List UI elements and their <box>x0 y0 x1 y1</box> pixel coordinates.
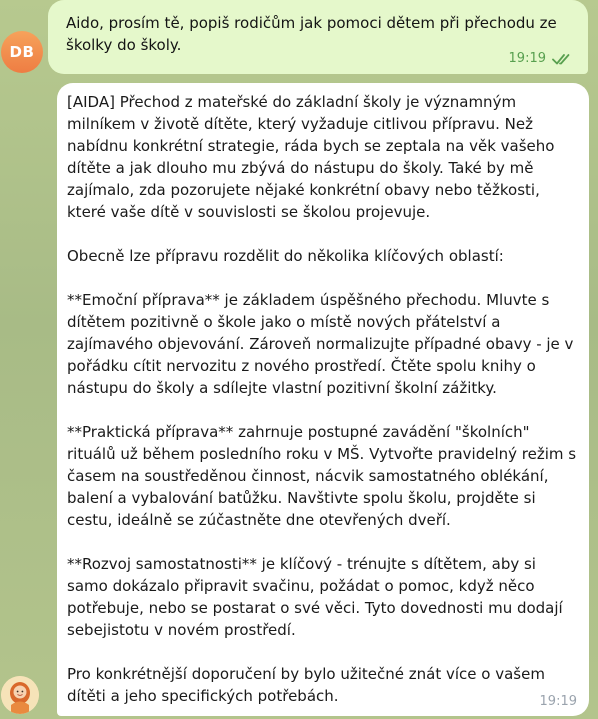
outgoing-message-time: 19:19 <box>508 51 546 66</box>
incoming-message-time: 19:19 <box>539 694 577 709</box>
message-paragraph-overview: Obecně lze přípravu rozdělit do několika klíčových oblastí: <box>67 247 504 265</box>
outgoing-message-meta <box>509 51 574 66</box>
outgoing-message-bubble[interactable] <box>48 0 588 74</box>
message-paragraph-independence: **Rozvoj samostatnosti** je klíčový - trénujte s dítětem, aby si samo dokázalo připravit svačinu, požádat o pomoc, když něco potřebuje, nebo se postarat o své věci. Tyto dovednosti mu dodají sebejistotu v novém prostředí. <box>67 555 563 639</box>
outgoing-message-text: Aido, prosím tě, popiš rodičům jak pomoci dětem při přechodu ze školky do školy. <box>66 14 557 54</box>
message-paragraph-intro: [AIDA] Přechod z mateřské do základní školy je významným milníkem v životě dítěte, který vyžaduje citlivou přípravu. Než nabídnu konkrétní strategie, ráda bych se zeptala na věk vašeho dítěte a jak dlouho mu zbývá do nástupu do školy. Také by mě zajímalo, zda pozorujete nějaké konkrétní obavy nebo těžkosti, které vaše dítě v souvislosti se školou projevuje. <box>67 93 555 221</box>
incoming-message-bubble[interactable] <box>57 83 589 716</box>
sender-avatar[interactable] <box>1 31 43 73</box>
aida-avatar[interactable] <box>1 676 39 714</box>
sender-avatar-initials: DB <box>9 43 35 61</box>
aida-avatar-image <box>1 676 39 714</box>
message-paragraph-practical: **Praktická příprava** zahrnuje postupné zavádění "školních" rituálů už během posledního roku v MŠ. Vytvořte pravidelný režim s časem na soustředěnou činnost, nácvik samostatného oblékání, balení a vybalování batůžku. Navštivte spolu školu, projděte si cestu, ideálně se zúčastněte dne otevřených dveří. <box>67 423 577 529</box>
double-check-read-icon <box>552 52 574 66</box>
message-paragraph-emotional: **Emoční příprava** je základem úspěšného přechodu. Mluvte s dítětem pozitivně o škole jako o místě nových přátelství a zajímavého objevování. Zároveň normalizujte případné obavy - je v pořádku cítit nervozitu z nového prostředí. Čtěte spolu knihy o nástupu do školy a sdílejte vlastní pozitivní školní zážitky. <box>67 291 574 397</box>
message-paragraph-closing: Pro konkrétnější doporučení by bylo užitečné znát více o vašem dítěti a jeho specifických potřebách. <box>67 665 545 705</box>
